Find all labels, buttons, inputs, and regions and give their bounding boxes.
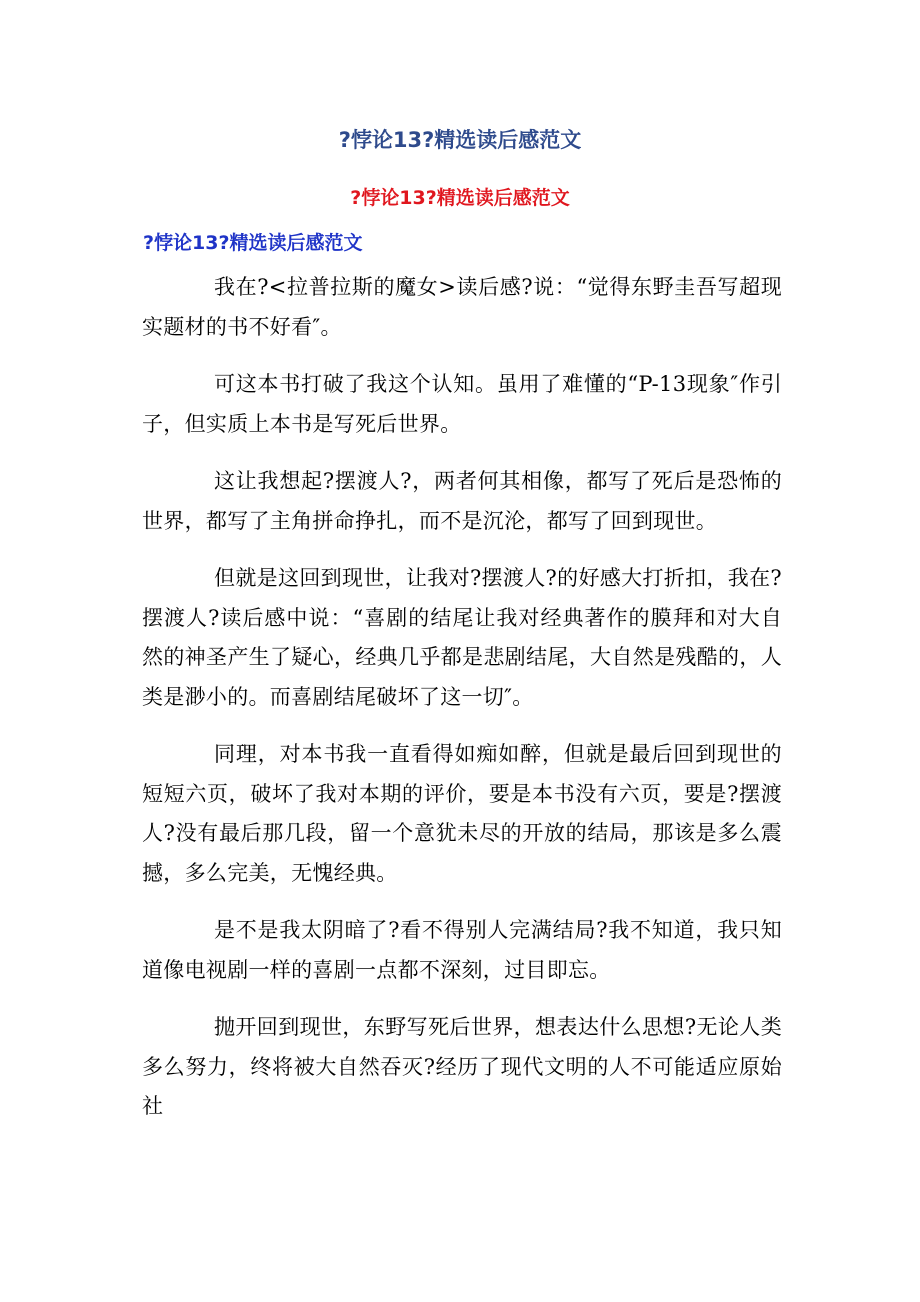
paragraph-4: 但就是这回到现世，让我对?摆渡人?的好感大打折扣，我在?摆渡人?读后感中说：“喜剧的结尾让我对经典著作的膜拜和对大自然的神圣产生了疑心，经典几乎都是悲剧结尾，大自然是残酷的，人类是渺小的。而喜剧结尾破坏了这一切″。	[142, 566, 782, 709]
paragraph-7: 抛开回到现世，东野写死后世界，想表达什么思想?无论人类多么努力，终将被大自然吞灭?经历了现代文明的人不可能适应原始社	[142, 1015, 782, 1118]
paragraph-1: 我在?<拉普拉斯的魔女>读后感?说：“觉得东野圭吾写超现实题材的书不好看″。	[142, 275, 782, 339]
document-subtitle: ?悖论13?精选读后感范文	[350, 187, 570, 209]
paragraph-6: 是不是我太阴暗了?看不得别人完满结局?我不知道，我只知道像电视剧一样的喜剧一点都不深刻，过目即忘。	[142, 918, 782, 982]
section-heading: ?悖论13?精选读后感范文	[143, 232, 363, 254]
document-title: ?悖论13?精选读后感范文	[338, 128, 582, 152]
paragraph-2: 可这本书打破了我这个认知。虽用了难懂的“P-13现象″作引子，但实质上本书是写死后世界。	[142, 372, 782, 436]
paragraph-3: 这让我想起?摆渡人?，两者何其相像，都写了死后是恐怖的世界，都写了主角拼命挣扎，而不是沉沦，都写了回到现世。	[142, 469, 782, 533]
paragraph-5: 同理，对本书我一直看得如痴如醉，但就是最后回到现世的短短六页，破坏了我对本期的评价，要是本书没有六页，要是?摆渡人?没有最后那几段，留一个意犹未尽的开放的结局，那该是多么震撼，多么完美，无愧经典。	[142, 742, 782, 885]
body-text	[142, 268, 782, 1145]
